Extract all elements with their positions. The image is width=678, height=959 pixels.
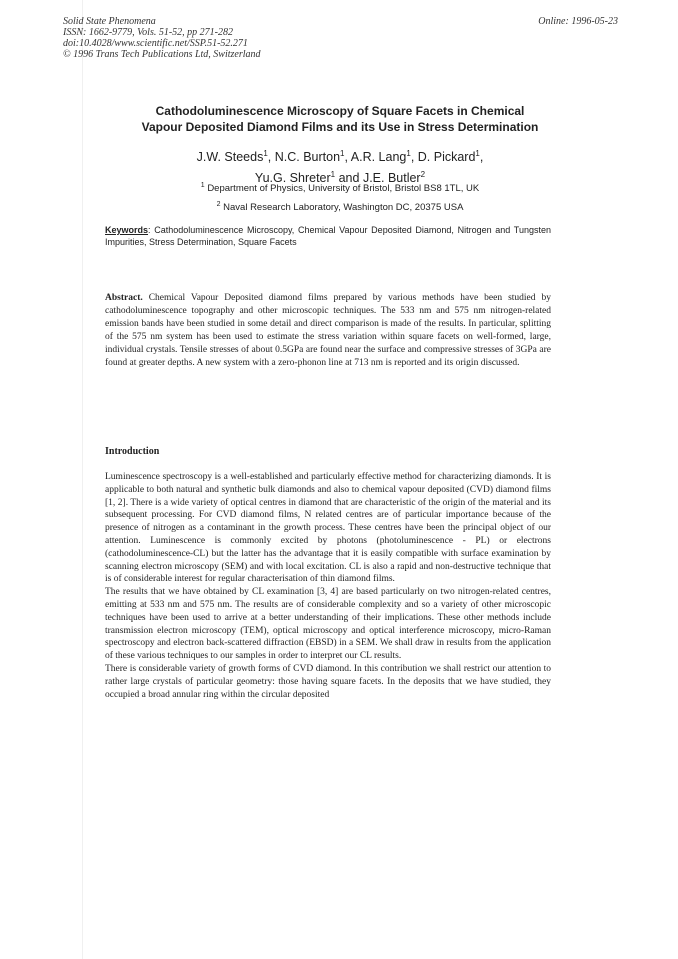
issn-line: ISSN: 1662-9779, Vols. 51-52, pp 271-282 (63, 27, 233, 38)
journal-name: Solid State Phenomena (63, 16, 156, 27)
author-affil-mark: 1 (263, 149, 268, 158)
author-affil-mark: 1 (340, 149, 345, 158)
affiliation-1 (100, 182, 580, 194)
author-name: J.E. Butler (362, 171, 421, 186)
author-line-1: J.W. Steeds$^1$, N.C. Burton$^1$, A.R. Lang$^1$, D. Pickard$^1$, (196, 149, 484, 165)
author-affil-mark: 2 (420, 170, 426, 180)
abstract-text: Chemical Vapour Deposited diamond films prepared by various methods have been studied by cathodoluminescence topography and other microscopic techniques. The 533 nm and 575 nm nitrogen-related emission bands have been studied in some detail and direct comparison is made of the results. In particular, splitting of the 575 nm system has been used to estimate the stress variation within square facets on well-formed, large, individual crystals. Tensile stresses of about 0.5GPa are found near the surface and compressive stresses of 3GPa are found at greater depths. A new system with a zero-phonon line at 713 nm is reported and its origin discussed. (105, 293, 551, 368)
online-date: Online: 1996-05-23 (538, 16, 618, 27)
author-affil-mark: 1 (406, 149, 411, 158)
scan-edge-line (82, 0, 83, 959)
abstract-label: Abstract. (105, 293, 143, 303)
author-conjunction: and (338, 171, 360, 186)
abstract-block (105, 292, 551, 370)
body-paragraph: The results that we have obtained by CL examination [3, 4] are based particularly on two nitrogen-related centres, emitting at 533 nm and 575 nm. The results are of considerable complexity and so a variety of other microscopic techniques have been used to arrive at a better understanding of their implications. These other methods include transmission electron microscopy (TEM), optical microscopy and optical interference microscopy, micro-Raman spectroscopy and electron back-scattered diffraction (EBSD) in a SEM. We shall draw in results from the application of these various techniques to our samples in order to interpret our CL results. (105, 587, 551, 662)
author-name: A.R. Lang (350, 150, 407, 165)
title-line-2: Vapour Deposited Diamond Films and its Use in Stress Determination (141, 119, 539, 134)
affiliation-mark: 1 (200, 182, 205, 189)
affiliation-2 (100, 201, 580, 213)
paper-title (95, 104, 585, 135)
keywords-label: Keywords (105, 225, 149, 235)
introduction-body (105, 471, 551, 701)
author-affil-mark: 1 (475, 149, 480, 158)
copyright-line: © 1996 Trans Tech Publications Ltd, Switzerland (63, 49, 261, 60)
body-paragraph: Luminescence spectroscopy is a well-established and particularly effective method for characterizing diamonds. It is applicable to both natural and synthetic bulk diamonds and also to chemical vapour deposited (CVD) diamond films [1, 2]. There is a wide variety of optical centres in diamond that are characteristic of the origin of the material and its subsequent processing. For CVD diamond films, N related centres are of particular importance because of the presence of nitrogen as a contaminant in the growth process. These centres have been the principal object of our attention. Luminescence is commonly excited by photons (photoluminescence - PL) or electrons (cathodoluminescence-CL) but the latter has the advantage that it is easily compatible with surface examination by scanning electron microscopy (SEM) and with local excitation. CL is also a rapid and non-destructive technique that is of considerable interest for regular characterisation of thin diamond films. (105, 472, 551, 585)
introduction-heading: Introduction (105, 446, 160, 457)
journal-header (63, 16, 618, 60)
keywords-colon: : (148, 225, 151, 235)
title-line-1: Cathodoluminescence Microscopy of Square Facets in Chemical (155, 104, 525, 118)
affiliation-text: Naval Research Laboratory, Washington DC, 20375 USA (223, 202, 464, 214)
author-name: N.C. Burton (274, 150, 341, 165)
affiliation-text: Department of Physics, University of Bristol, Bristol BS8 1TL, UK (207, 183, 480, 195)
keywords-block (105, 224, 551, 248)
author-name: Yu.G. Shreter (254, 171, 331, 186)
author-affil-mark: 1 (330, 170, 336, 180)
body-paragraph: There is considerable variety of growth forms of CVD diamond. In this contribution we shall restrict our attention to rather large crystals of particular geometry: those having square facets. In the deposits that we have studied, they occupied a broad annular ring within the circular deposited (105, 663, 551, 700)
author-name: D. Pickard (417, 150, 476, 165)
affiliation-mark: 2 (216, 201, 221, 208)
doi-line: doi:10.4028/www.scientific.net/SSP.51-52.271 (63, 38, 248, 49)
author-list (120, 145, 560, 187)
keywords-text: Cathodoluminescence Microscopy, Chemical Vapour Deposited Diamond, Nitrogen and Tungsten Impurities, Stress Determination, Square Facets (105, 225, 551, 247)
author-name: J.W. Steeds (196, 150, 264, 165)
